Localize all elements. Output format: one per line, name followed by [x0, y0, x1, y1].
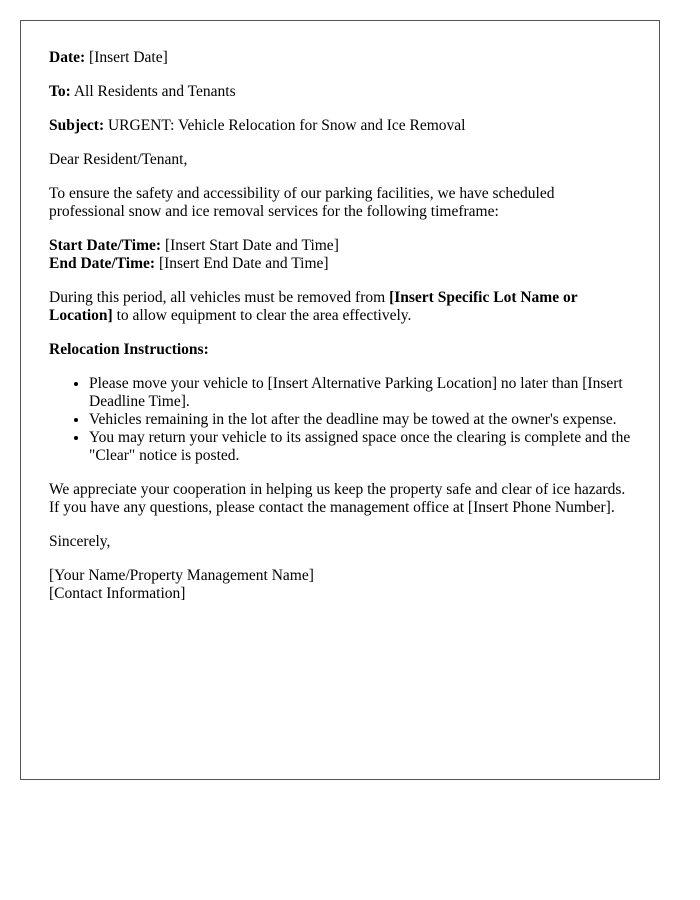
to-label: To: — [49, 83, 71, 100]
instructions-heading — [49, 341, 631, 359]
start-time-label: Start Date/Time: — [49, 237, 162, 254]
subject-label: Subject: — [49, 117, 105, 134]
date-label: Date: — [49, 49, 86, 66]
start-time-line — [49, 237, 631, 255]
date-line — [49, 49, 631, 67]
subject-value: URGENT: Vehicle Relocation for Snow and Ice Removal — [104, 117, 466, 134]
signoff: Sincerely, — [49, 533, 111, 550]
subject-line — [49, 117, 631, 135]
removal-text-after: to allow equipment to clear the area effectively. — [112, 307, 412, 324]
removal-paragraph — [49, 289, 631, 325]
signature-contact: [Contact Information] — [49, 585, 186, 602]
list-item: • Please move your vehicle to [Insert Alternative Parking Location] no later than [Insert Deadline Time]. — [89, 375, 631, 411]
instructions-list — [49, 375, 631, 465]
removal-location: [Insert Specific Lot Name or Location] — [49, 289, 578, 324]
to-line — [49, 83, 631, 101]
end-time-label: End Date/Time: — [49, 255, 156, 272]
removal-text-before: During this period, all vehicles must be removed from — [49, 289, 390, 306]
to-value: All Residents and Tenants — [70, 83, 236, 100]
closing-paragraph: We appreciate your cooperation in helping us keep the property safe and clear of ice hazards. If you have any questions, please contact the management office at [Insert Phone Number]. — [49, 481, 626, 516]
schedule-block — [49, 237, 631, 273]
list-item: • Vehicles remaining in the lot after the deadline may be towed at the owner's expense. — [89, 411, 631, 429]
signature-block — [49, 567, 631, 603]
intro-paragraph: To ensure the safety and accessibility of our parking facilities, we have scheduled professional snow and ice removal services for the following timeframe: — [49, 185, 555, 220]
start-time-value: [Insert Start Date and Time] — [161, 237, 339, 254]
list-item: • You may return your vehicle to its assigned space once the clearing is complete and the "Clear" notice is posted. — [89, 429, 631, 465]
end-time-line — [49, 255, 631, 273]
instructions-heading-text: Relocation Instructions: — [49, 341, 209, 358]
date-value: [Insert Date] — [85, 49, 168, 66]
letter-page — [20, 20, 660, 780]
salutation: Dear Resident/Tenant, — [49, 151, 188, 168]
end-time-value: [Insert End Date and Time] — [155, 255, 329, 272]
signature-name: [Your Name/Property Management Name] — [49, 567, 314, 584]
